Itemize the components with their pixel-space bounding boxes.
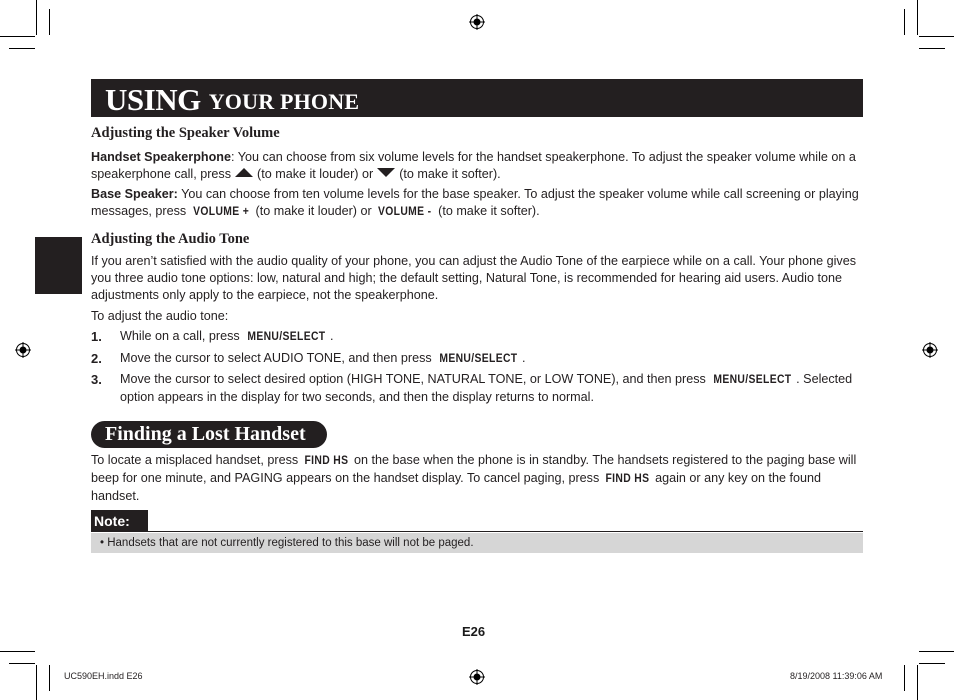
base-speaker-label: Base Speaker: xyxy=(91,187,178,201)
base-speaker-paragraph xyxy=(91,186,863,221)
crop-mark xyxy=(904,9,905,35)
step-text-pre: Move the cursor to select desired option (HIGH TONE, NATURAL TONE, or LOW TONE), and then press xyxy=(120,372,710,386)
base-text-1: You can choose from ten volume levels for the base speaker. To adjust the speaker volume while call screening or playing messages, press xyxy=(91,187,859,218)
lost-handset-text-2: on the base when the phone is in standby. The handsets registered to the paging base will beep for one minute, and PAGING appears on the handset display. To cancel paging, press xyxy=(91,453,857,485)
step-text-pre: Move the cursor to select AUDIO TONE, and then press xyxy=(120,351,436,365)
menu-select-key: MENU/SELECT xyxy=(247,331,326,343)
handset-speakerphone-label: Handset Speakerphone xyxy=(91,150,231,164)
section-banner xyxy=(91,79,863,117)
note-divider xyxy=(148,531,863,532)
crop-mark xyxy=(36,665,37,700)
step-number: 2. xyxy=(91,351,102,366)
crop-mark xyxy=(9,663,35,664)
find-hs-key: FIND HS xyxy=(304,455,349,467)
registration-mark-icon xyxy=(469,14,485,30)
find-hs-key: FIND HS xyxy=(605,473,650,485)
audio-tone-to-adjust: To adjust the audio tone: xyxy=(91,309,229,323)
page-number: E26 xyxy=(462,624,486,639)
note-item: • Handsets that are not currently registered to this base will not be paged. xyxy=(91,533,863,553)
registration-mark-icon xyxy=(15,342,31,358)
registration-mark-icon xyxy=(922,342,938,358)
audio-tone-intro: If you aren’t satisfied with the audio quality of your phone, you can adjust the Audio Tone of the earpiece while on a call. Your phone gives you three audio tone options: low, natural and high; the default setting, Natural Tone, is recommended for hearing aid users. Audio tone adjustments only apply to the earpiece, not the speakerphone. xyxy=(91,254,857,302)
step-number: 1. xyxy=(91,329,102,344)
crop-mark xyxy=(0,651,35,652)
handset-text-3: (to make it softer). xyxy=(399,167,501,181)
step-text-post: . xyxy=(522,351,526,365)
step-text xyxy=(120,350,865,368)
crop-mark xyxy=(49,665,50,691)
crop-mark xyxy=(49,9,50,35)
base-text-3: (to make it softer). xyxy=(434,204,540,218)
step-text-pre: While on a call, press xyxy=(120,329,244,343)
timestamp-slug: 8/19/2008 11:39:06 AM xyxy=(790,671,883,681)
lost-handset-title: Finding a Lost Handset xyxy=(91,421,327,448)
handset-speakerphone-paragraph xyxy=(91,149,863,183)
crop-mark xyxy=(919,48,945,49)
handset-text-1: : You can choose from six volume levels for the handset speakerphone. To adjust the speaker volume while on a speakerphone call, press xyxy=(91,150,856,181)
crop-mark xyxy=(0,36,35,37)
step-text xyxy=(120,328,865,346)
banner-title-small: YOUR PHONE xyxy=(208,89,360,114)
banner-title-large: USING xyxy=(105,82,201,117)
volume-up-key: VOLUME + xyxy=(192,206,249,218)
lost-handset-text-3: again or any key on the found handset. xyxy=(91,471,822,503)
crop-mark xyxy=(904,665,905,691)
note-label: Note: xyxy=(91,510,148,532)
step-text-post: . xyxy=(330,329,334,343)
lost-handset-paragraph xyxy=(91,452,863,505)
up-arrow-icon xyxy=(235,168,253,177)
crop-mark xyxy=(919,651,954,652)
down-arrow-icon xyxy=(377,168,395,177)
handset-text-2: (to make it louder) or xyxy=(257,167,374,181)
base-text-2: (to make it louder) or xyxy=(252,204,376,218)
volume-down-key: VOLUME - xyxy=(378,206,432,218)
file-slug: UC590EH.indd E26 xyxy=(64,671,143,681)
crop-mark xyxy=(36,0,37,35)
lost-handset-text-1: To locate a misplaced handset, press xyxy=(91,453,302,467)
step-number: 3. xyxy=(91,372,102,387)
crop-mark xyxy=(919,663,945,664)
chapter-side-tab xyxy=(35,237,82,294)
crop-mark xyxy=(917,0,918,35)
registration-mark-icon xyxy=(469,669,485,685)
step-text xyxy=(120,371,865,406)
menu-select-key: MENU/SELECT xyxy=(713,374,792,386)
crop-mark xyxy=(9,48,35,49)
step-text-post: . Selected option appears in the display for two seconds, and then the display returns to normal. xyxy=(120,372,853,404)
crop-mark xyxy=(919,36,954,37)
menu-select-key: MENU/SELECT xyxy=(439,353,518,365)
speaker-volume-heading: Adjusting the Speaker Volume xyxy=(91,125,280,141)
audio-tone-heading: Adjusting the Audio Tone xyxy=(91,231,250,247)
crop-mark xyxy=(917,665,918,700)
